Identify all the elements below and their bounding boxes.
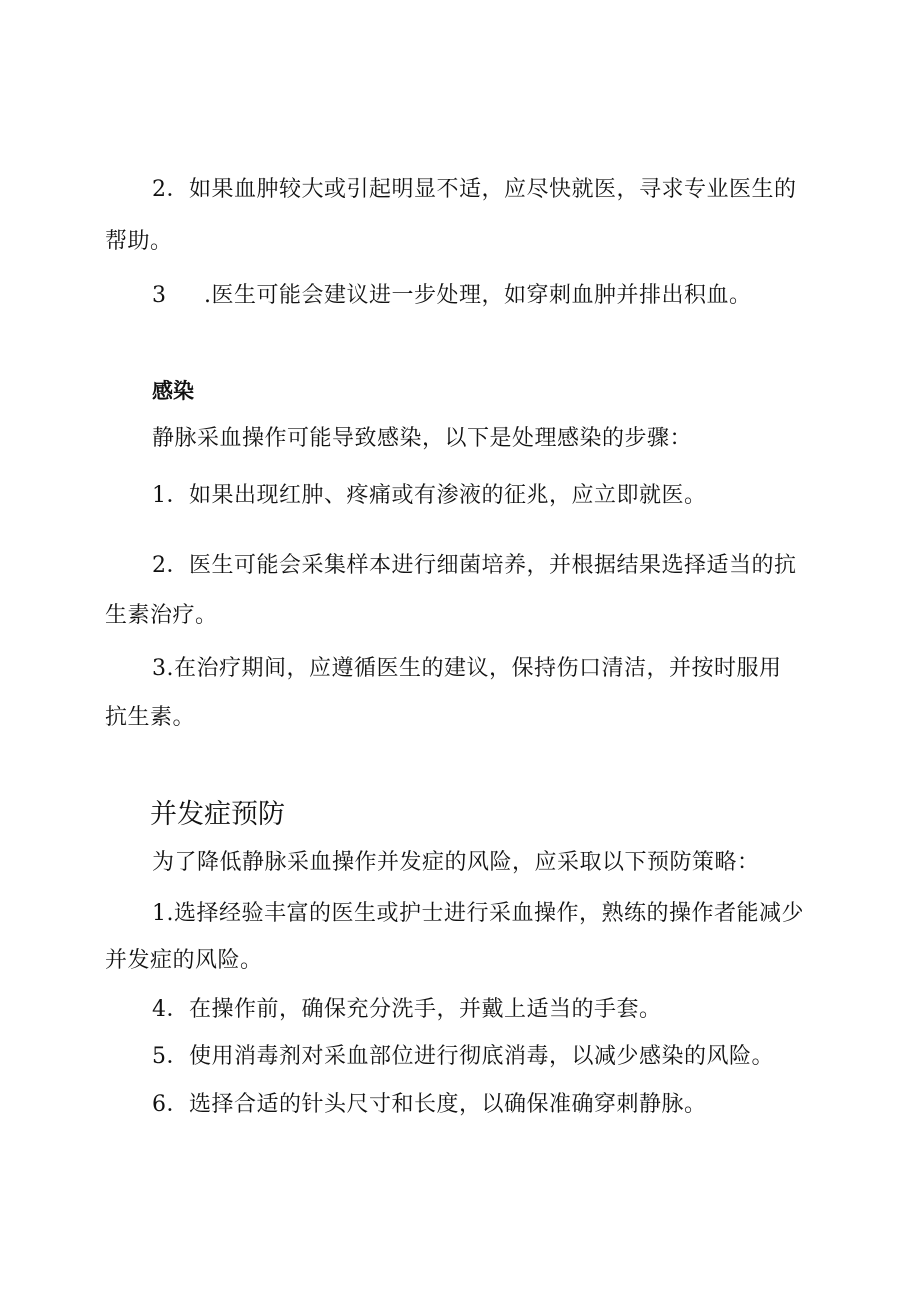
item-number: 3 <box>152 283 167 308</box>
hematoma-item-2-continuation: 帮助。 <box>105 229 173 254</box>
item-number: 2 <box>152 177 167 202</box>
hematoma-item-2 <box>152 176 797 204</box>
item-text: ．在操作前，确保充分洗手，并戴上适当的手套。 <box>166 997 662 1022</box>
item-number: 3 <box>152 656 167 681</box>
item-number: 5 <box>152 1044 167 1069</box>
prevention-item-5 <box>152 1043 774 1071</box>
item-number: 2 <box>152 553 167 578</box>
item-text: ．使用消毒剂对采血部位进行彻底消毒，以减少感染的风险。 <box>166 1044 775 1069</box>
item-number: 1. <box>152 901 174 926</box>
item-number: 4 <box>152 997 167 1022</box>
prevention-item-4 <box>152 996 662 1024</box>
item-text: ．如果血肿较大或引起明显不适，应尽快就医，寻求专业医生的 <box>166 177 797 202</box>
item-number: 1 <box>152 483 167 508</box>
item-text: ．选择合适的针头尺寸和长度，以确保准确穿刺静脉。 <box>166 1092 707 1117</box>
infection-item-3-continuation: 抗生素。 <box>105 705 196 730</box>
prevention-item-6 <box>152 1091 707 1119</box>
prevention-intro: 为了降低静脉采血操作并发症的风险，应采取以下预防策略： <box>152 850 760 875</box>
infection-item-3 <box>152 655 782 683</box>
prevention-item-1 <box>152 900 804 928</box>
prevention-heading: 并发症预防 <box>150 799 285 830</box>
hematoma-item-3 <box>152 282 752 310</box>
infection-heading: 感染 <box>152 379 194 403</box>
prevention-item-1-continuation: 并发症的风险。 <box>105 948 263 973</box>
item-text: ．医生可能会采集样本进行细菌培养，并根据结果选择适当的抗 <box>166 553 797 578</box>
item-text: ．如果出现红肿、疼痛或有渗液的征兆，应立即就医。 <box>166 483 707 508</box>
item-text: 选择经验丰富的医生或护士进行采血操作，熟练的操作者能减少 <box>174 901 805 926</box>
infection-intro: 静脉采血操作可能导致感染，以下是处理感染的步骤： <box>152 426 693 451</box>
infection-item-2-continuation: 生素治疗。 <box>105 603 218 628</box>
item-text: .医生可能会建议进一步处理，如穿刺血肿并排出积血。 <box>204 283 752 308</box>
item-number: 6 <box>152 1092 167 1117</box>
item-text: .在治疗期间，应遵循医生的建议，保持伤口清洁，并按时服用 <box>166 656 782 681</box>
infection-item-2 <box>152 552 797 580</box>
infection-item-1 <box>152 482 707 510</box>
